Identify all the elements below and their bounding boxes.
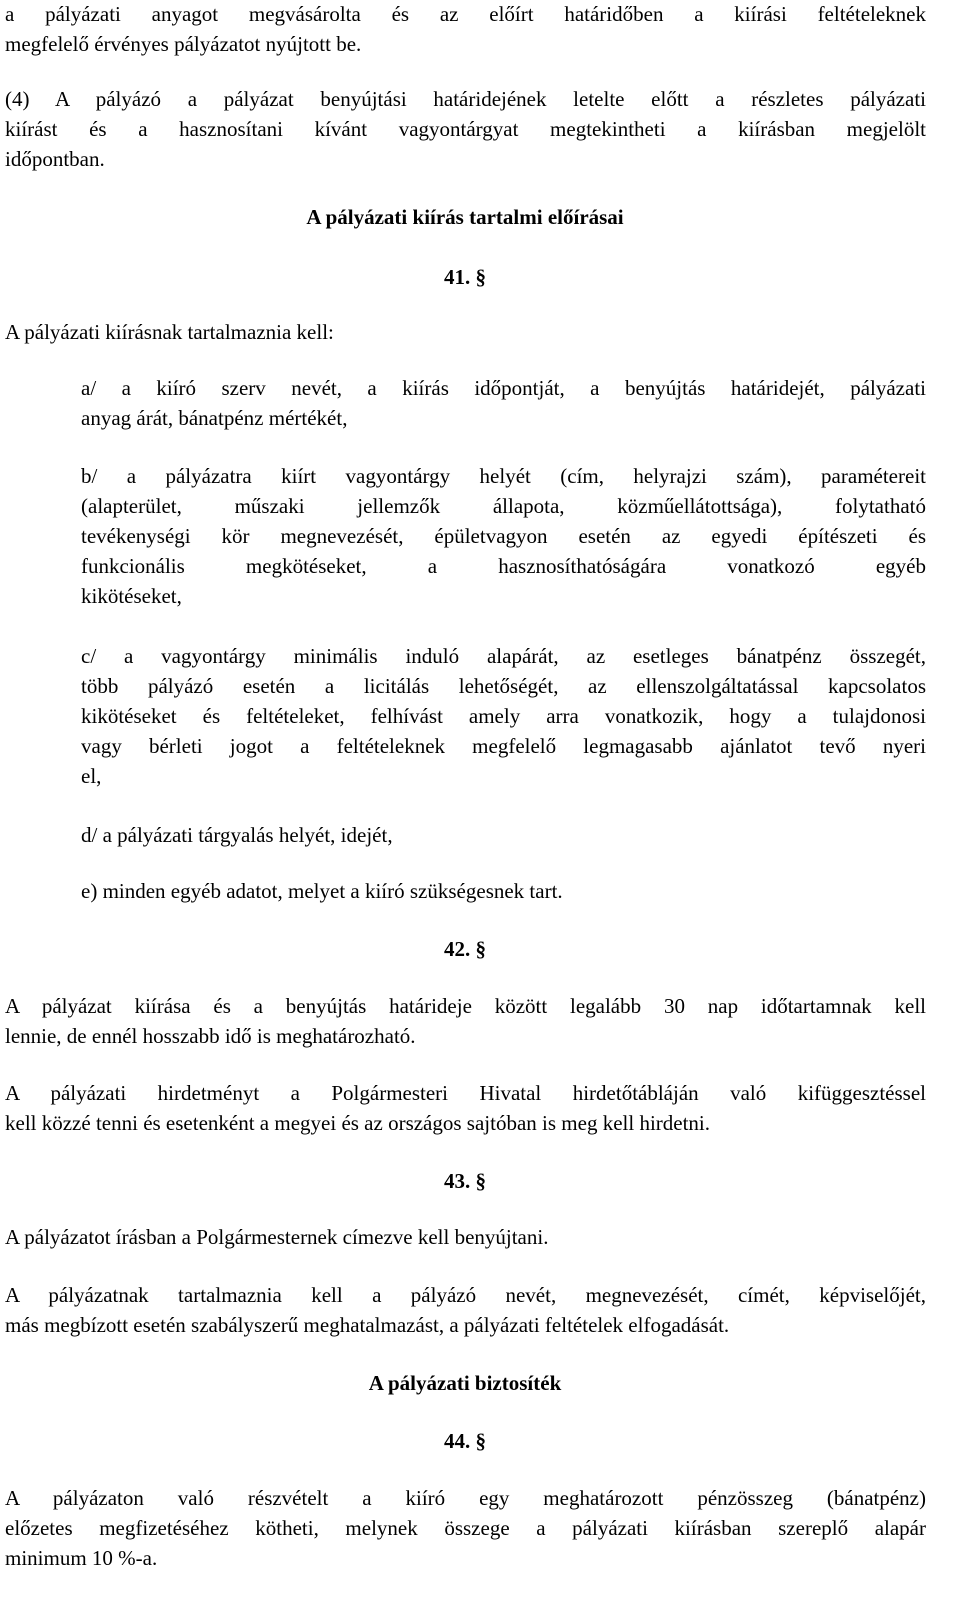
text-line: (4) A pályázó a pályázat benyújtási határidejének letelte előtt a részletes pályázati — [5, 87, 926, 111]
section-44-paragraph-1 — [5, 1483, 926, 1573]
text-line: b/ a pályázatra kiírt vagyontárgy helyét (cím, helyrajzi szám), paramétereit — [81, 464, 926, 488]
paragraph-number-42: 42. § — [444, 937, 486, 961]
text-line: más megbízott esetén szabályszerű meghatalmazást, a pályázati feltételek elfogadását. — [5, 1313, 730, 1337]
text-line: anyag árát, bánatpénz mértékét, — [81, 406, 348, 430]
text-line: a/ a kiíró szerv nevét, a kiírás időpontját, a benyújtás határidejét, pályázati — [81, 376, 926, 400]
intro-paragraph — [5, 0, 926, 59]
text-line: A pályázaton való részvételt a kiíró egy meghatározott pénzösszeg (bánatpénz) — [5, 1486, 926, 1510]
text-line: lennie, de ennél hosszabb idő is meghatározható. — [5, 1024, 416, 1048]
text-line: c/ a vagyontárgy minimális induló alapárát, az esetleges bánatpénz összegét, — [81, 644, 926, 668]
paragraph-number-43: 43. § — [444, 1169, 486, 1193]
list-item-c — [81, 641, 926, 791]
text-line: A pályázati hirdetményt a Polgármesteri Hivatal hirdetőtábláján való kifüggesztéssel — [5, 1081, 926, 1105]
section-heading-guarantee: A pályázati biztosíték — [368, 1371, 562, 1395]
text-line: kikötéseket és feltételeket, felhívást amely arra vonatkozik, hogy a tulajdonosi — [81, 704, 926, 728]
paragraph-number-44: 44. § — [444, 1429, 486, 1453]
list-item-e — [81, 876, 926, 906]
section-42-paragraph-1 — [5, 991, 926, 1051]
text-line: e) minden egyéb adatot, melyet a kiíró szükségesnek tart. — [81, 879, 563, 903]
paragraph-4 — [5, 84, 926, 174]
list-item-a — [81, 373, 926, 433]
text-line: kikötéseket, — [81, 584, 182, 608]
list-item-d — [81, 820, 926, 850]
section-42-paragraph-2 — [5, 1078, 926, 1138]
text-line: el, — [81, 764, 102, 788]
section-lead: A pályázati kiírásnak tartalmaznia kell: — [5, 320, 334, 344]
text-line: előzetes megfizetéséhez kötheti, melynek összege a pályázati kiírásban szereplő alapár — [5, 1516, 926, 1540]
text-line: kell közzé tenni és esetenként a megyei és az országos sajtóban is meg kell hirdetni. — [5, 1111, 711, 1135]
text-line: funkcionális megkötéseket, a hasznosíthatóságára vonatkozó egyéb — [81, 554, 926, 578]
text-line: A pályázat kiírása és a benyújtás határideje között legalább 30 nap időtartamnak kell — [5, 994, 926, 1018]
text-line: vagy bérleti jogot a feltételeknek megfelelő legmagasabb ajánlatot tevő nyeri — [81, 734, 926, 758]
text-line: megfelelő érvényes pályázatot nyújtott be. — [5, 32, 362, 56]
text-line: A pályázatnak tartalmaznia kell a pályázó nevét, megnevezését, címét, képviselőjét, — [5, 1283, 926, 1307]
text-line: d/ a pályázati tárgyalás helyét, idejét, — [81, 823, 393, 847]
paragraph-number-41: 41. § — [444, 265, 486, 289]
text-line: kiírást és a hasznosítani kívánt vagyontárgyat megtekintheti a kiírásban megjelölt — [5, 117, 926, 141]
text-line: minimum 10 %-a. — [5, 1546, 158, 1570]
section-43-paragraph-2 — [5, 1280, 926, 1340]
section-43-paragraph-1 — [5, 1222, 926, 1252]
text-line: időpontban. — [5, 147, 105, 171]
text-line: (alapterület, műszaki jellemzők állapota, közműellátottsága), folytatható — [81, 494, 926, 518]
text-line: tevékenységi kör megnevezését, épületvagyon esetén az egyedi építészeti és — [81, 524, 926, 548]
text-line: több pályázó esetén a licitálás lehetőségét, az ellenszolgáltatással kapcsolatos — [81, 674, 926, 698]
list-item-b — [81, 461, 926, 611]
text-line: a pályázati anyagot megvásárolta és az előírt határidőben a kiírási feltételeknek — [5, 2, 926, 26]
text-line: A pályázatot írásban a Polgármesternek címezve kell benyújtani. — [5, 1225, 549, 1249]
section-heading: A pályázati kiírás tartalmi előírásai — [306, 205, 624, 229]
